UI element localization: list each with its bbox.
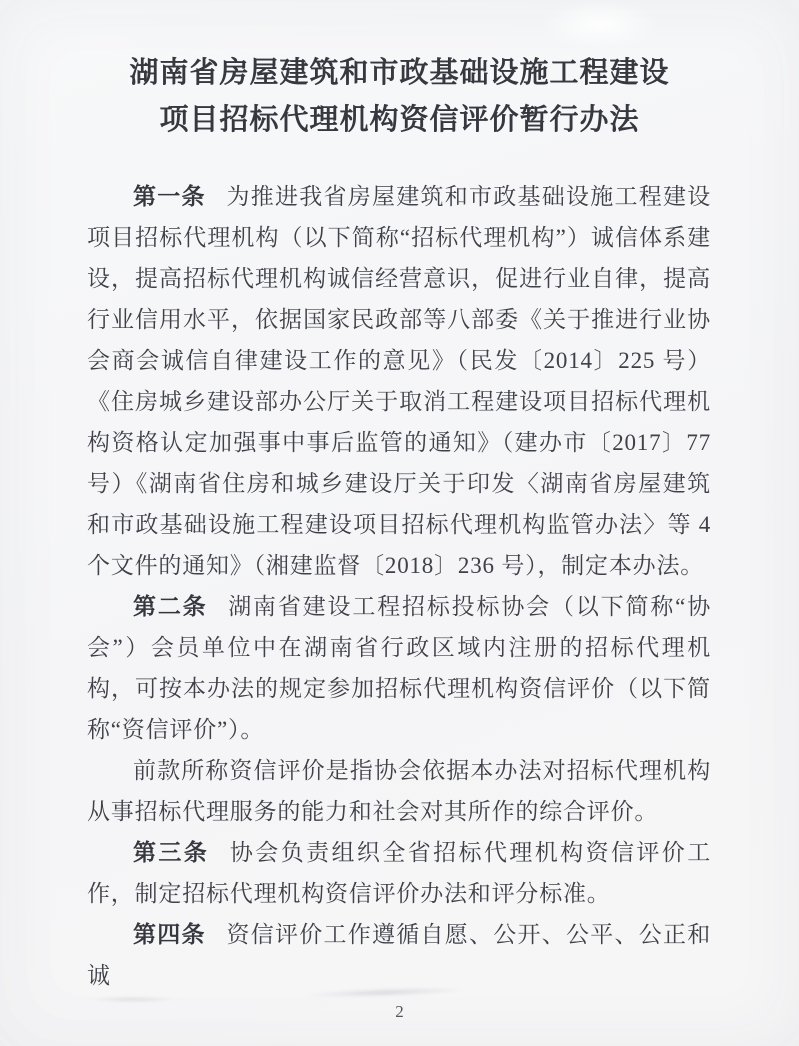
article-number: 第三条 — [133, 840, 210, 865]
article-text: 前款所称资信评价是指协会依据本办法对招标代理机构从事招标代理服务的能力和社会对其所作的综合评价。 — [87, 758, 711, 824]
article-paragraph — [87, 832, 711, 914]
article-paragraph — [87, 914, 711, 996]
document-title-line-2: 项目招标代理机构资信评价暂行办法 — [159, 104, 640, 136]
article-paragraph — [87, 176, 711, 586]
article-paragraph — [87, 586, 711, 750]
article-text: 协会负责组织全省招标代理机构资信评价工作，制定招标代理机构资信评价办法和评分标准。 — [87, 840, 711, 906]
scan-bright-spot — [540, 0, 660, 50]
document-title — [0, 50, 799, 144]
article-text: 资信评价工作遵循自愿、公开、公平、公正和诚 — [87, 922, 712, 988]
article-paragraph — [87, 750, 711, 832]
article-number: 第二条 — [133, 594, 208, 619]
article-text: 为推进我省房屋建筑和市政基础设施工程建设项目招标代理机构（以下简称“招标代理机构”）诚信体系建设，提高招标代理机构诚信经营意识，促进行业自律，提高行业信用水平，依据国家民政部等八部委《关于推进行业协会商会诚信自律建设工作的意见》（民发〔2014〕225 号）《住房城乡建设部办公厅关于取消工程建设项目招标代理机构资格认定加强事中事后监管的通知》（建办市〔2017〕77 号）《湖南省住房和城乡建设厅关于印发〈湖南省房屋建筑和市政基础设施工程建设项目招标代理机构监管办法〉等 4 个文件的通知》（湘建监督〔2018〕236 号），制定本办法。 — [87, 184, 712, 578]
article-text: 湖南省建设工程招标投标协会（以下简称“协会”）会员单位中在湖南省行政区域内注册的招标代理机构，可按本办法的规定参加招标代理机构资信评价（以下简称“资信评价”）。 — [87, 594, 711, 742]
document-body — [87, 176, 711, 996]
page-number: 2 — [395, 1002, 404, 1021]
document-title-line-1: 湖南省房屋建筑和市政基础设施工程建设 — [129, 57, 670, 89]
article-number: 第四条 — [133, 922, 206, 947]
article-number: 第一条 — [133, 184, 206, 209]
